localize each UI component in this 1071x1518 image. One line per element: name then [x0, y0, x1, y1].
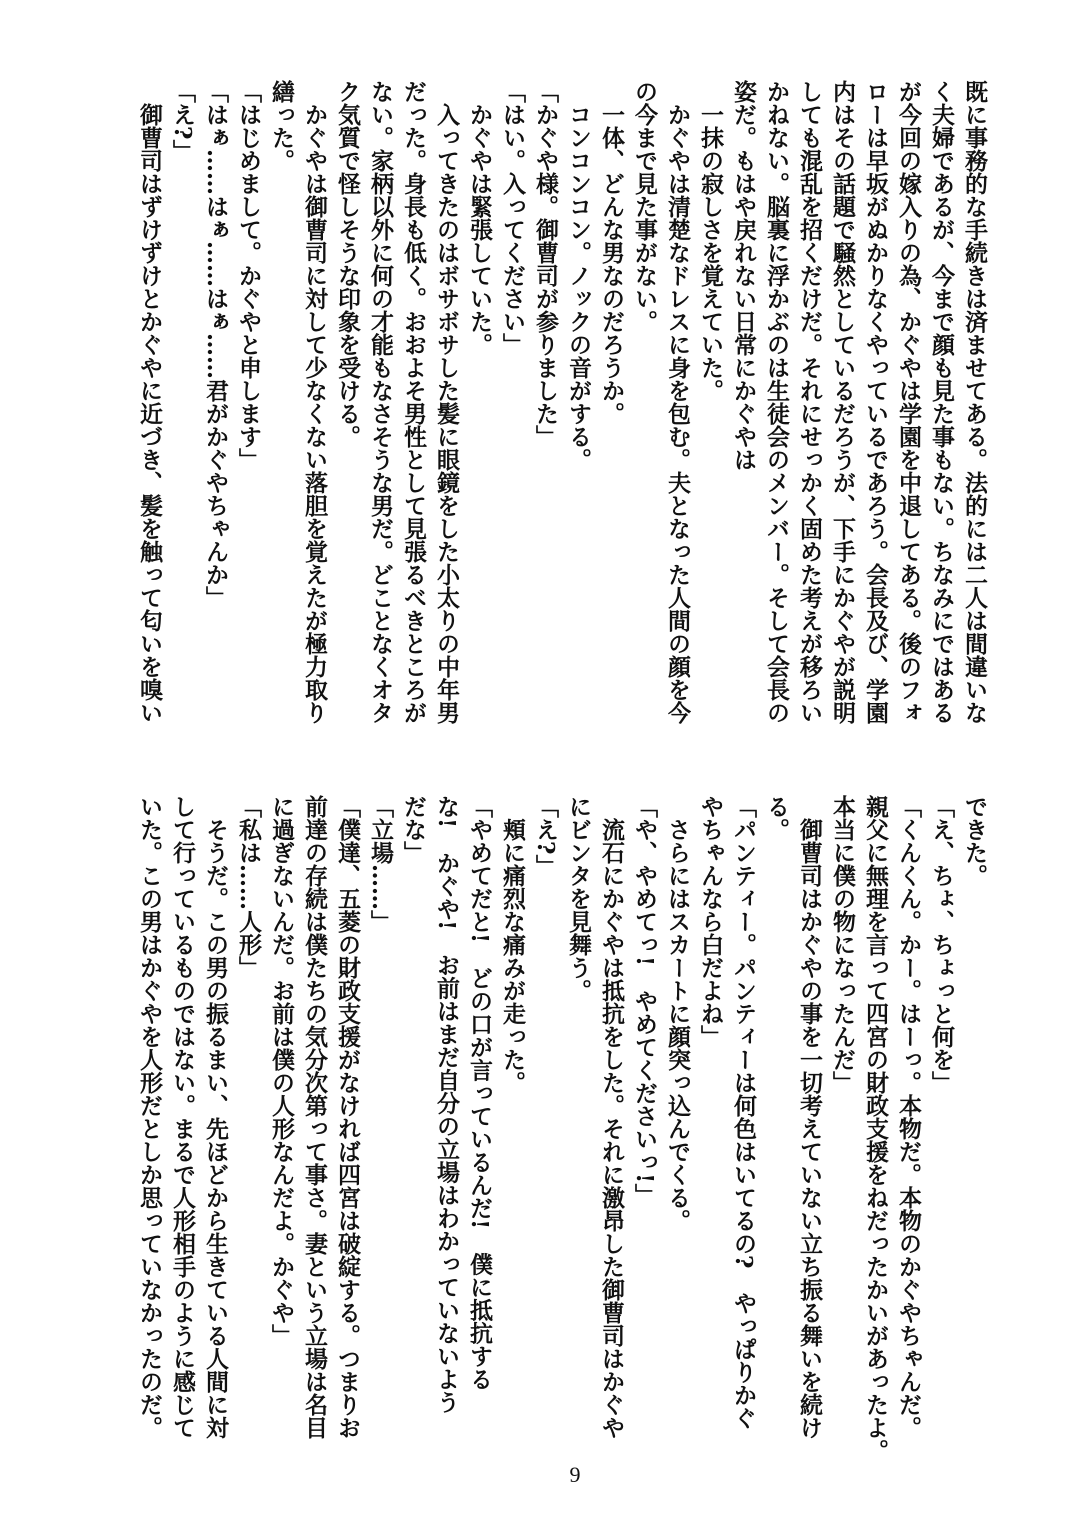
text-line: だった。身長も低く。おおよそ男性として見張るべきところが — [400, 80, 427, 724]
text-line: る。 — [763, 795, 790, 841]
text-line: が今回の嫁入りの為、かぐやは学園を中退してある。後のフォ — [895, 80, 922, 724]
text-block-top — [133, 80, 991, 740]
text-line: 内はその話題で騒然としているだろうが、下手にかぐやが説明 — [829, 80, 856, 724]
text-line: 「はじめまして。かぐやと申します」 — [235, 80, 262, 471]
text-line: 「はぁ……はぁ……はぁ……君がかぐやちゃんか」 — [202, 80, 229, 609]
text-line: 「や、やめてっ! やめてくださいっ!」 — [631, 795, 658, 1207]
text-line: 姿だ。もはや戻れない日常にかぐやは — [730, 80, 757, 471]
text-line: 一体、どんな男なのだろうか。 — [598, 80, 625, 425]
text-line: さらにはスカートに顔突っ込んでくる。 — [664, 795, 691, 1232]
text-line: の今まで見た事がない。 — [631, 80, 658, 333]
text-line: ローは早坂がぬかりなくやっているであろう。会長及び、学園 — [862, 80, 889, 724]
text-line: 「私は……人形」 — [235, 795, 262, 979]
text-line: やちゃんなら白だよね」 — [697, 795, 724, 1048]
text-line: 本当に僕の物になったんだ」 — [829, 795, 856, 1094]
text-line: 「かぐや様。御曹司が参りました」 — [532, 80, 559, 448]
text-line: 御曹司はかぐやの事を一切考えていない立ち振る舞いを続け — [796, 795, 823, 1439]
text-line: な! かぐや! お前はまだ自分の立場はわかっていないよう — [433, 795, 460, 1414]
text-line: して行っているものではない。まるで人形相手のように感じて — [169, 795, 196, 1439]
text-line: かねない。脳裏に浮かぶのは生徒会のメンバー。そして会長の — [763, 80, 790, 724]
text-line: 入ってきたのはボサボサした髪に眼鏡をした小太りの中年男 — [433, 80, 460, 724]
text-line: 流石にかぐやは抵抗をした。それに激昂した御曹司はかぐや — [598, 795, 625, 1439]
text-line: そうだ。この男の振るまい、先ほどから生きている人間に対 — [202, 795, 229, 1439]
text-line: ない。家柄以外に何の才能もなさそうな男だ。どことなくオタ — [367, 80, 394, 724]
text-line: 「え、ちょ、ちょっと何を」 — [928, 795, 955, 1094]
text-line: に過ぎないんだ。お前は僕の人形なんだよ。かぐや」 — [268, 795, 295, 1347]
text-line: 前達の存続は僕たちの気分次第って事さ。妻という立場は名目 — [301, 795, 328, 1439]
page-number: 9 — [569, 1462, 581, 1487]
text-line: 「え?」 — [532, 795, 559, 878]
text-line: 「立場……」 — [367, 795, 394, 933]
text-line: 「はい。入ってください」 — [499, 80, 526, 356]
text-line: いた。この男はかぐやを人形だとしか思っていなかったのだ。 — [136, 795, 163, 1439]
text-line: 「僕達、五菱の財政支援がなければ四宮は破綻する。つまりお — [334, 795, 361, 1439]
text-line: 親父に無理を言って四宮の財政支援をねだったかいがあったよ。 — [862, 795, 889, 1462]
text-line: かぐやは御曹司に対して少なくない落胆を覚えたが極力取り — [301, 80, 328, 724]
text-line: 一抹の寂しさを覚えていた。 — [697, 80, 724, 402]
text-line: 「パンティー。パンティーは何色はいてるの? やっぱりかぐ — [730, 795, 757, 1430]
text-line: 「え?」 — [169, 80, 196, 163]
text-line: かぐやは清楚なドレスに身を包む。夫となった人間の顔を今 — [664, 80, 691, 724]
text-block-bottom — [133, 795, 991, 1475]
text-line: 頬に痛烈な痛みが走った。 — [499, 795, 526, 1094]
text-line: コンコンコン。ノックの音がする。 — [565, 80, 592, 471]
text-line: できた。 — [961, 795, 988, 887]
text-line: く夫婦であるが、今まで顔も見た事もない。ちなみにではある — [928, 80, 955, 724]
text-line: ク気質で怪しそうな印象を受ける。 — [334, 80, 361, 448]
text-line: 御曹司はずけずけとかぐやに近づき、髪を触って匂いを嗅い — [136, 80, 163, 724]
text-line: 「くんくん。かー。はーっ。本物だ。本物のかぐやちゃんだ。 — [895, 795, 922, 1439]
text-line: 既に事務的な手続きは済ませてある。法的には二人は間違いな — [961, 80, 988, 724]
text-line: 繕った。 — [268, 80, 295, 172]
text-line: 「やめてだと! どの口が言っているんだ! 僕に抵抗する — [466, 795, 493, 1391]
text-line: にビンタを見舞う。 — [565, 795, 592, 1002]
text-line: しても混乱を招くだけだ。それにせっかく固めた考えが移ろい — [796, 80, 823, 724]
text-line: かぐやは緊張していた。 — [466, 80, 493, 356]
text-line: だな」 — [400, 795, 427, 864]
